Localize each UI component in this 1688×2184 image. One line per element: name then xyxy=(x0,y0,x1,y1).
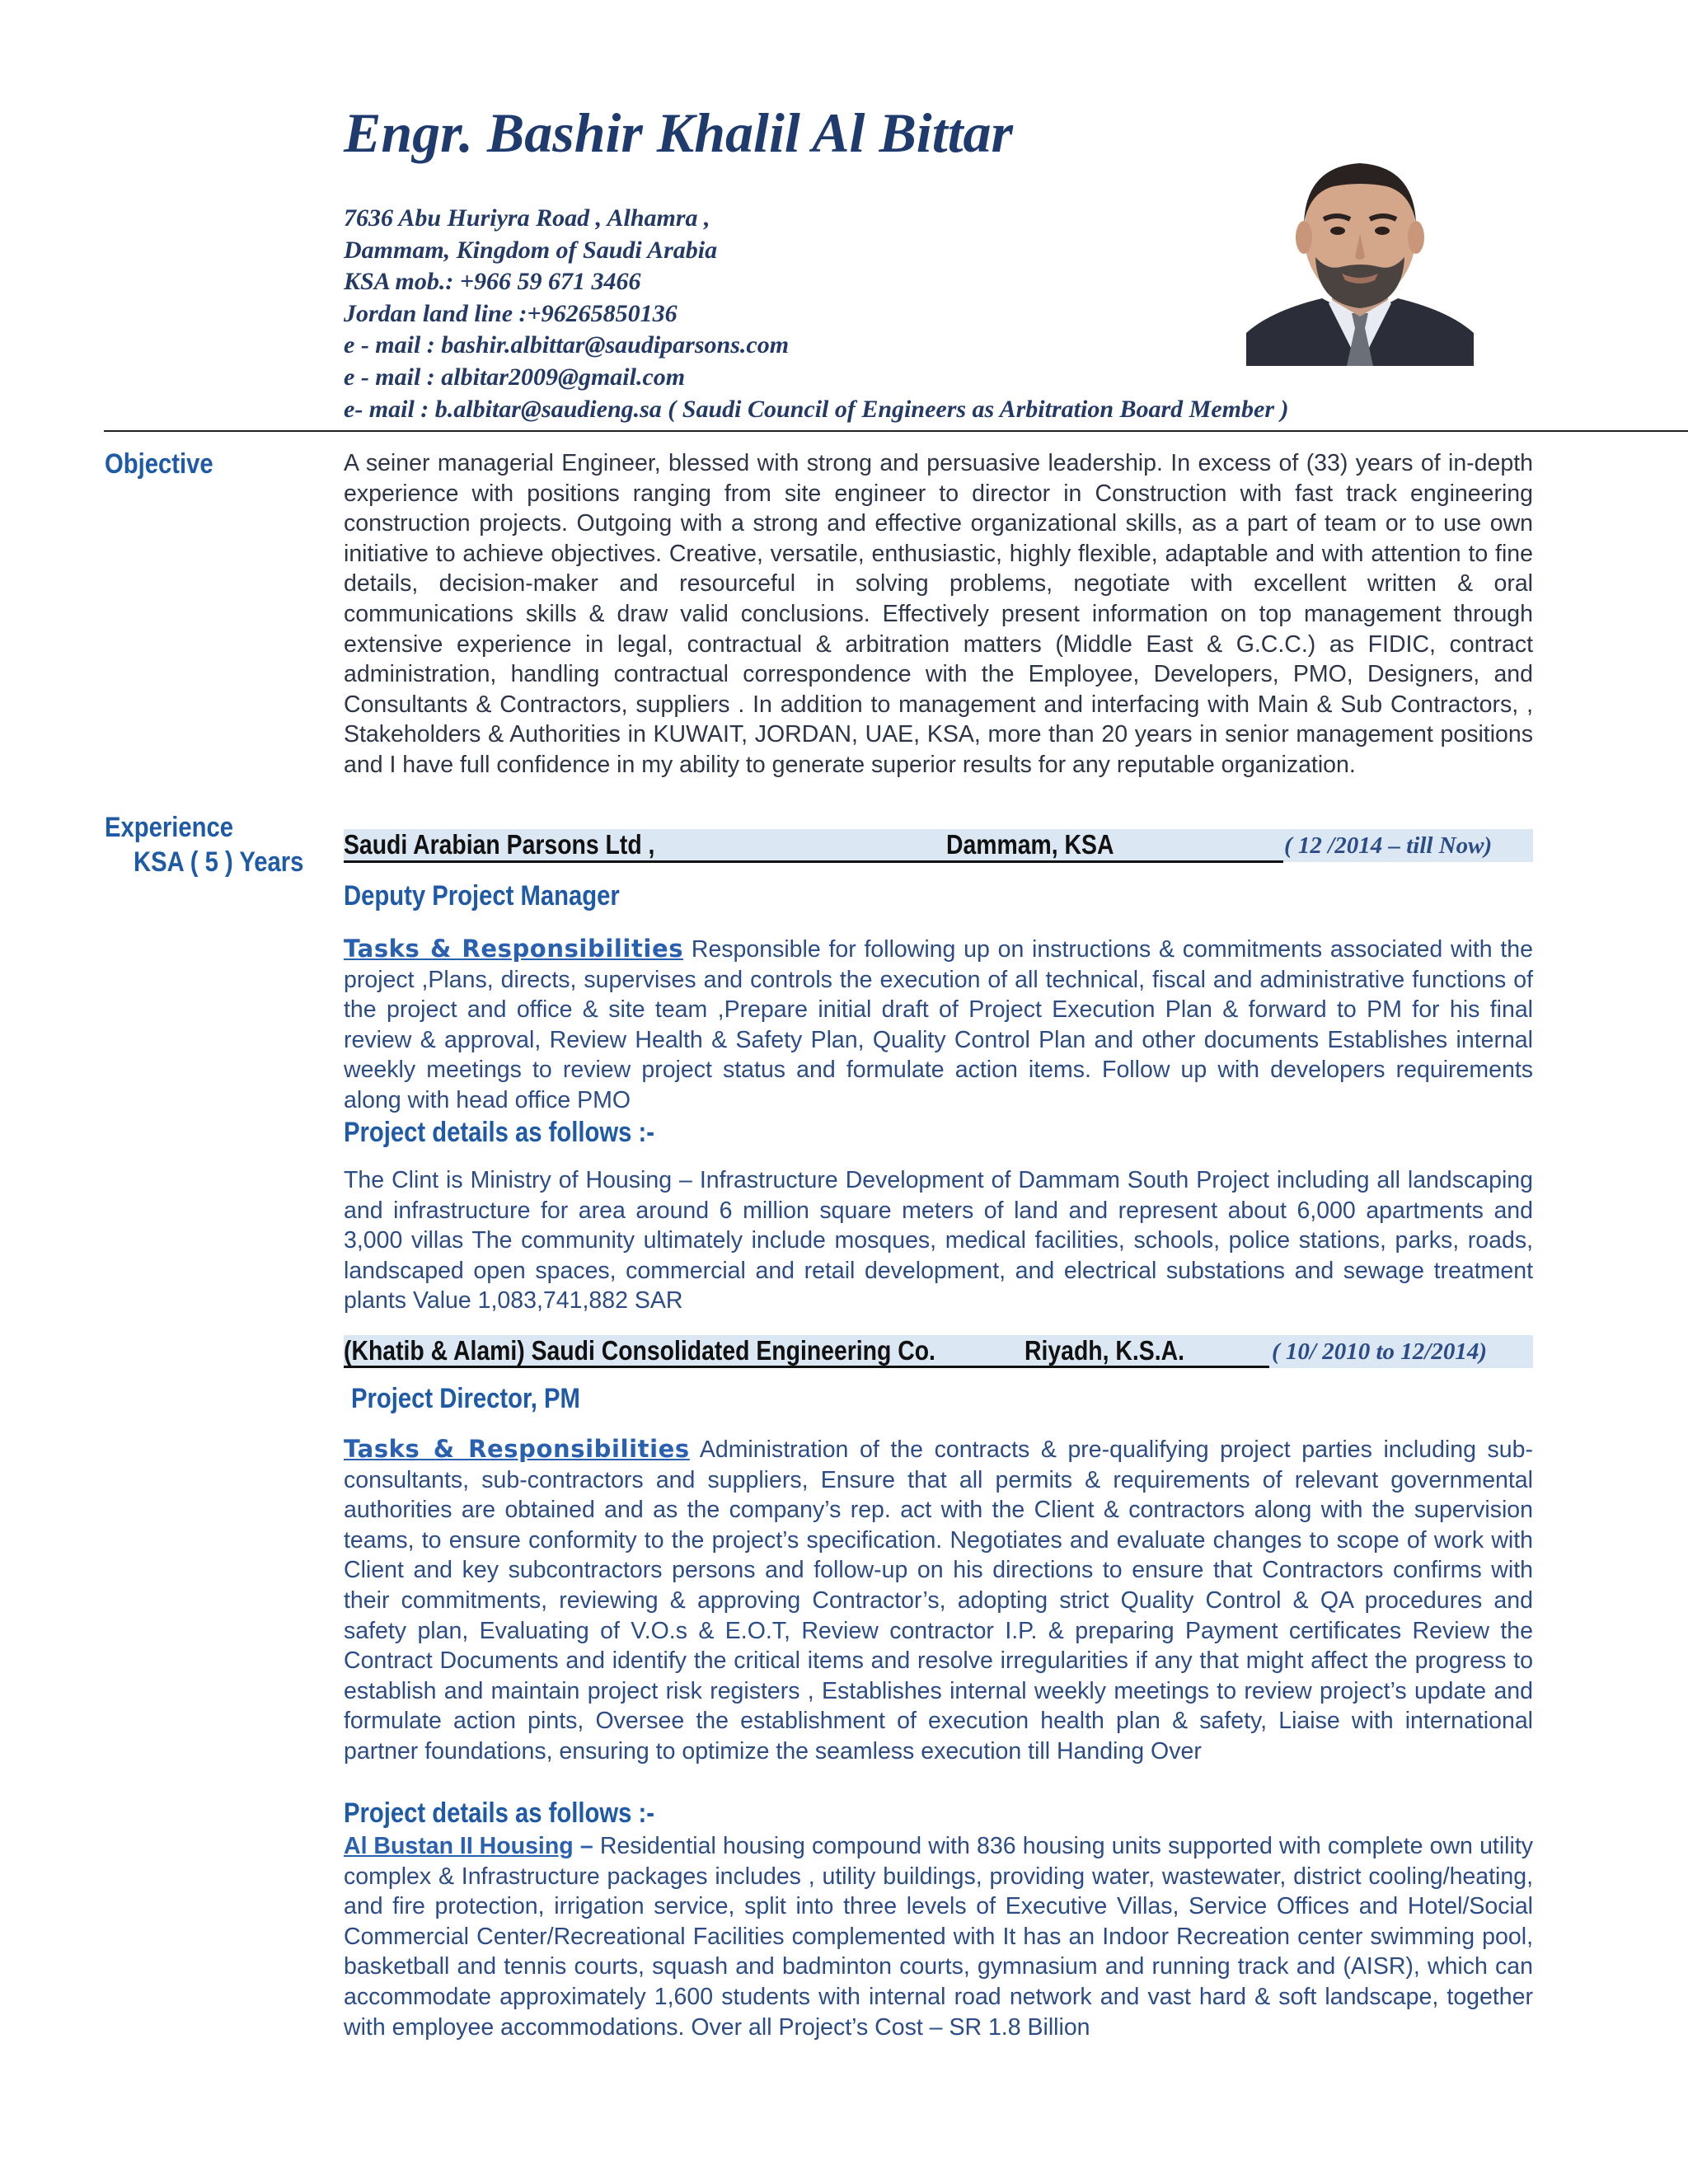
landline-line: Jordan land line :+96265850136 xyxy=(344,299,678,327)
job-1-tasks-label: Tasks & Responsibilities xyxy=(344,935,684,963)
address-line-2: Dammam, Kingdom of Saudi Arabia xyxy=(344,236,718,264)
project-dash: – xyxy=(573,1833,600,1859)
email-line-2[interactable]: e - mail : albitar2009@gmail.com xyxy=(344,363,686,391)
email-line-3[interactable]: e- mail : b.albitar@saudieng.sa ( Saudi Council of Engineers as Arbitration Board Member ) xyxy=(344,395,1289,423)
header-divider xyxy=(104,430,1688,432)
job-2-details xyxy=(344,1831,1533,2042)
email-line-1[interactable]: e - mail : bashir.albittar@saudiparsons.com xyxy=(344,331,790,359)
candidate-name: Engr. Bashir Khalil Al Bittar xyxy=(344,101,1013,164)
job-1-company: Saudi Arabian Parsons Ltd , xyxy=(344,829,655,860)
project-name: Al Bustan II Housing xyxy=(344,1833,574,1859)
contact-block xyxy=(344,203,1289,425)
job-1-location: Dammam, KSA xyxy=(946,829,1114,860)
objective-text: A seiner managerial Engineer, blessed with strong and persuasive leadership. In excess of (33) years of in-depth experience with positions ranging from site engineer to director in Construction with fast track engineering construction projects. Outgoing with a strong and effective organizational skills, as a part of team or to use own initiative to achieve objectives. Creative, versatile, enthusiastic, highly flexible, adaptable and with attention to fine details, decision-maker and resourceful in solving problems, negotiate with excellent written & oral communications skills & draw valid conclusions. Effectively present information on top management through extensive experience in legal, contractual & arbitration matters (Middle East & G.C.C.) as FIDIC, contract administration, handling contractual correspondence with the Employee, Developers, PMO, Designers, and Consultants & Contractors, suppliers . In addition to management and interfacing with Main & Sub Contractors, , Stakeholders & Authorities in KUWAIT, JORDAN, UAE, KSA, more than 20 years in senior management positions and I have full confidence in my ability to generate superior results for any reputable organization. xyxy=(344,450,1533,778)
portrait-image xyxy=(1246,142,1474,366)
job-1-details-heading: Project details as follows :- xyxy=(344,1117,654,1148)
job-2-tasks-text: Administration of the contracts & pre-qualifying project parties including sub-consultants, sub-contractors and suppliers, Ensure that all permits & requirements of relevant governmental authorities are obtained and as the company’s rep. act with the Client & contractors along with the supervision teams, to ensure conformity to the project’s specification. Negotiates and evaluate changes to scope of work with Client and key subcontractors persons and follow-up on his directions to ensure that Contractors confirms with their commitments, reviewing & approving Contractor’s, adopting strict Quality Control & QA procedures and safety plan, Evaluating of V.O.s & E.O.T, Review contractor I.P. & preparing Payment certificates Review the Contract Documents and identify the critical items and resolve irregularities if any that might affect the progress to establish and maintain project risk registers , Establishes internal weekly meetings to review project’s update and formulate action pints, Oversee the establishment of execution health plan & safety, Liaise with international partner foundations, ensuring to optimize the seamless execution till Handing Over xyxy=(344,1436,1533,1765)
address-line-1: 7636 Abu Huriyra Road , Alhamra , xyxy=(344,204,710,232)
job-1-title: Deputy Project Manager xyxy=(344,880,620,912)
job-2-details-text: Residential housing compound with 836 housing units supported with complete own utility complex & Infrastructure packages includes , utility buildings, providing water, wastewater, district cooling/heating, and fire protection, irrigation service, split into three levels of Executive Villas, Service Offices and Hotel/Social Commercial Center/Recreational Facilities complemented with It has an Indoor Recreation center swimming pool, basketball and tennis courts, squash and badminton courts, gymnasium and running track and (AISR), which can accommodate approximately 1,600 students with internal road network and vast hard & soft landscape, together with employee accommodations. Over all Project’s Cost – SR 1.8 Billion xyxy=(344,1833,1533,2041)
job-2-location: Riyadh, K.S.A. xyxy=(1025,1335,1184,1366)
job-1-underline xyxy=(344,860,1283,863)
profile-photo xyxy=(1246,142,1474,366)
job-2-dates: ( 10/ 2010 to 12/2014) xyxy=(1272,1338,1487,1365)
job-2-title: Project Director, PM xyxy=(351,1383,580,1414)
job-2-tasks xyxy=(344,1434,1533,1767)
job-1-dates: ( 12 /2014 – till Now) xyxy=(1284,832,1493,859)
objective-label: Objective xyxy=(105,448,213,480)
job-1-tasks xyxy=(344,934,1533,1116)
job-1-tasks-text: Responsible for following up on instructions & commitments associated with the project ,Plans, directs, supervises and controls the execution of all technical, fiscal and administrative functions of the project and office & site team ,Prepare initial draft of Project Execution Plan & forward to PM for his final review & approval, Review Health & Safety Plan, Quality Control Plan and other documents Establishes internal weekly meetings to review project status and formulate action items. Follow up with developers requirements along with head office PMO xyxy=(344,936,1534,1113)
job-2-tasks-label: Tasks & Responsibilities xyxy=(344,1435,690,1463)
job-2-company: (Khatib & Alami) Saudi Consolidated Engineering Co. xyxy=(344,1335,935,1366)
experience-sublabel: KSA ( 5 ) Years xyxy=(134,846,304,878)
job-2-details-heading: Project details as follows :- xyxy=(344,1797,654,1829)
job-1-details-text: The Clint is Ministry of Housing – Infrastructure Development of Dammam South Project including all landscaping and infrastructure for area around 6 million square meters of land and represent about 6,000 apartments and 3,000 villas The community ultimately include mosques, medical facilities, schools, police stations, parks, roads, landscaped open spaces, commercial and retail development, and electrical substations and sewage treatment plants Value 1,083,741,882 SAR xyxy=(344,1167,1533,1315)
experience-label: Experience xyxy=(105,812,234,843)
mobile-line: KSA mob.: +966 59 671 3466 xyxy=(344,268,641,296)
